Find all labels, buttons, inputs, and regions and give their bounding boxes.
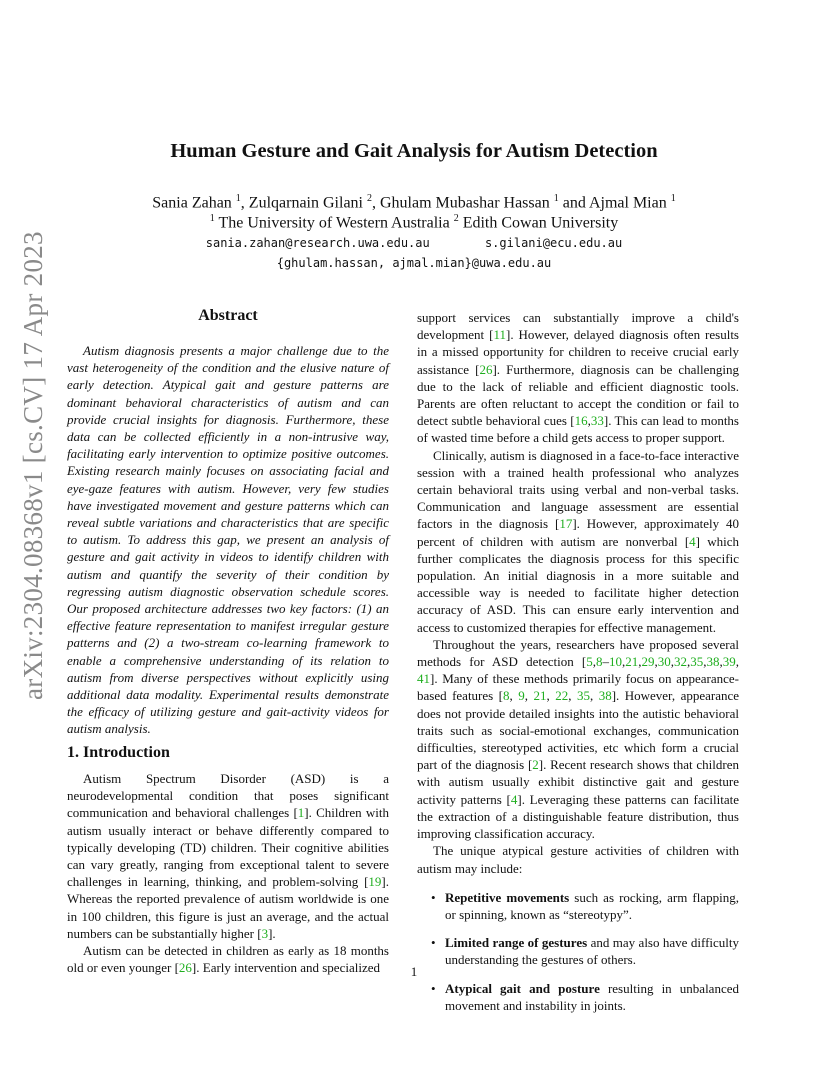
abstract-text: Autism diagnosis presents a major challenge due to the vast heterogeneity of the condition and the elusive nature of early detection. Atypical gait and gesture patterns are dominant behavioral characteristics of autism and can provide crucial insights for diagnosis. Furthermore, these data can be collected efficiently in a non-intrusive way, facilitating early intervention to optimize positive outcomes. Existing research mainly focuses on associating facial and eye-gaze features with autism. However, very few studies have investigated movement and gesture patterns which can reveal subtle variations and characteristics that are specific to autism. To address this gap, we present an analysis of gesture and gait activity in videos to identify children with autism and quantify the severity of their condition by regressing autism diagnostic observation schedule scores. Our proposed architecture addresses two key factors: (1) an effective feature representation to manifest irregular gesture patterns and (2) a two-stream co-learning framework to enable a comprehensive understanding of its relation to autism from diverse perspectives without explicitly using additional data modality. Experimental results demonstrate the efficacy of utilizing gesture and gait-activity videos for autism analysis. xyxy=(67,343,389,737)
citation-link[interactable]: 30 xyxy=(657,654,671,670)
citation-link[interactable]: 21 xyxy=(625,654,639,670)
citation-link[interactable]: 39 xyxy=(722,654,736,670)
citation-link[interactable]: 4 xyxy=(510,791,518,807)
citation-link[interactable]: 5 xyxy=(586,654,593,670)
citation-link[interactable]: 26 xyxy=(178,960,192,976)
citation-link[interactable]: 2 xyxy=(532,757,539,773)
citation-link[interactable]: 16 xyxy=(574,413,588,429)
bullet-text: resulting in unbalanced movement and instability in joints. xyxy=(445,980,739,1013)
citation-link[interactable]: 41 xyxy=(417,671,430,687)
citation-link[interactable]: 21 xyxy=(533,688,547,704)
paragraph: Autism can be detected in children as early as 18 months old or even younger [26]. Early intervention and specialized xyxy=(67,943,389,976)
bullet-text: and may also have difficulty understanding the gestures of others. xyxy=(445,935,739,968)
author-separator: , xyxy=(240,194,249,212)
citation-link[interactable]: 11 xyxy=(493,327,506,343)
page-number: 1 xyxy=(410,964,418,979)
arxiv-stamp: arXiv:2304.08368v1 [cs.CV] 17 Apr 2023 xyxy=(18,231,48,700)
author-affil-mark: 2 xyxy=(366,193,372,204)
list-item xyxy=(417,889,739,923)
citation-link[interactable]: 22 xyxy=(555,688,569,704)
author-affil-mark: 1 xyxy=(235,193,241,204)
citation-link[interactable]: 35 xyxy=(690,654,704,670)
citation-link[interactable]: 29 xyxy=(641,654,655,670)
citation-link[interactable]: 26 xyxy=(479,361,493,377)
affil-mark: 2 xyxy=(453,213,459,224)
paragraph: support services can substantially improve a child's development [11]. However, delayed diagnosis often results in a missed opportunity for children to receive crucial early assistance [26]. Furthermore, diagnosis can be challenging due to the lack of reliable and efficient diagnostic tools. Parents are often reluctant to accept the condition or fail to detect subtle behavioral cues [16,33]. This can lead to months of wasted time before a child gets access to proper support. xyxy=(417,310,739,446)
section-heading: 1. Introduction xyxy=(67,744,170,761)
author-and: and xyxy=(558,194,589,212)
citation-link[interactable]: 4 xyxy=(689,533,696,549)
citation-link[interactable]: 35 xyxy=(576,688,590,704)
author-name: Ajmal Mian xyxy=(588,194,667,212)
email-row xyxy=(0,236,828,250)
citation-link[interactable]: 38 xyxy=(598,688,612,704)
author-name: Sania Zahan xyxy=(152,194,232,212)
author-separator: , xyxy=(371,194,380,212)
author-affil-mark: 1 xyxy=(553,193,559,204)
citation-link[interactable]: 3 xyxy=(261,925,269,941)
paper-title: Human Gesture and Gait Analysis for Autism Detection xyxy=(170,140,658,162)
affil-mark: 1 xyxy=(209,213,215,224)
citation-link[interactable]: 9 xyxy=(518,688,525,704)
paragraph: The unique atypical gesture activities of children with autism may include: xyxy=(417,843,739,876)
author-affil-mark: 1 xyxy=(670,193,676,204)
right-column xyxy=(417,309,739,1025)
bullet-icon: • xyxy=(431,935,436,951)
left-column xyxy=(67,770,389,976)
author-name: Zulqarnain Gilani xyxy=(248,194,363,212)
citation-link[interactable]: 38 xyxy=(706,654,720,670)
citation-link[interactable]: 33 xyxy=(590,413,604,429)
affiliation-name: Edith Cowan University xyxy=(462,214,619,232)
bullet-bold: Atypical gait and posture xyxy=(445,980,600,996)
author-name: Ghulam Mubashar Hassan xyxy=(379,194,550,212)
citation-link[interactable]: 8 xyxy=(596,654,603,670)
list-item xyxy=(417,980,739,1014)
bullet-icon: • xyxy=(431,980,436,996)
bullet-bold: Repetitive movements xyxy=(445,889,570,905)
affiliation-name: The University of Western Australia xyxy=(218,214,450,232)
citation-link[interactable]: 10 xyxy=(609,654,622,670)
abstract-heading: Abstract xyxy=(198,307,258,324)
paragraph: Autism Spectrum Disorder (ASD) is a neurodevelopmental condition that poses significant communication and behavioral challenges [1]. Children with autism usually interact or behave differently compared to typically developing (TD) children. Their cognitive abilities can vary greatly, ranging from exceptional talent to severe challenges in learning, thinking, and problem-solving [19]. Whereas the reported prevalence of autism worldwide is one in 100 children, this figure is just an average, and the actual numbers can be substantially higher [3]. xyxy=(67,771,390,941)
email-address[interactable]: {ghulam.hassan, ajmal.mian}@uwa.edu.au xyxy=(276,256,552,270)
citation-link[interactable]: 17 xyxy=(559,516,573,532)
email-address[interactable]: sania.zahan@research.uwa.edu.au xyxy=(205,236,430,250)
bullet-text: such as rocking, arm flapping, or spinning, known as “stereotypy”. xyxy=(445,889,739,922)
affiliations xyxy=(0,213,828,232)
author-list xyxy=(0,193,828,212)
citation-link[interactable]: 19 xyxy=(368,874,382,890)
citation-link[interactable]: 8 xyxy=(503,688,510,704)
citation-link[interactable]: 1 xyxy=(297,805,305,821)
email-address[interactable]: s.gilani@ecu.edu.au xyxy=(484,236,623,250)
bullet-icon: • xyxy=(431,889,436,905)
citation-link[interactable]: 32 xyxy=(674,654,687,670)
paragraph: Clinically, autism is diagnosed in a face-to-face interactive session with a trained health professional who analyzes certain behavioral traits using verbal and non-verbal tasks. Communication and language assessment are essential factors in the diagnosis [17]. However, approximately 40 percent of children with autism are nonverbal [4] which further complicates the diagnosis process for this specific population. An initial diagnosis in a more suitable and accessible way is needed to facilitate higher detection accuracy of ASD. This can ensure early intervention and access to customized therapies for effective management. xyxy=(417,447,740,635)
paragraph: Throughout the years, researchers have proposed several methods for ASD detection [5,8–10,21,29,30,32,35,38,39, 41]. Many of these methods primarily focus on appearance-based features [8, 9, 21, 22, 35, 38]. However, appearance does not provide detailed insights into the autistic behavioral traits such as social-emotional exchanges, communication difficulties, stereotyped activities, etc which form a crucial part of the diagnosis [2]. Recent research shows that children with autism usually exhibit distinctive gait and gesture activity patterns [4]. Leveraging these patterns can facilitate the extraction of a distinguishable feature distribution, thus improving classification accuracy. xyxy=(417,636,740,842)
bullet-list xyxy=(417,889,739,1014)
bullet-bold: Limited range of gestures xyxy=(445,935,588,951)
